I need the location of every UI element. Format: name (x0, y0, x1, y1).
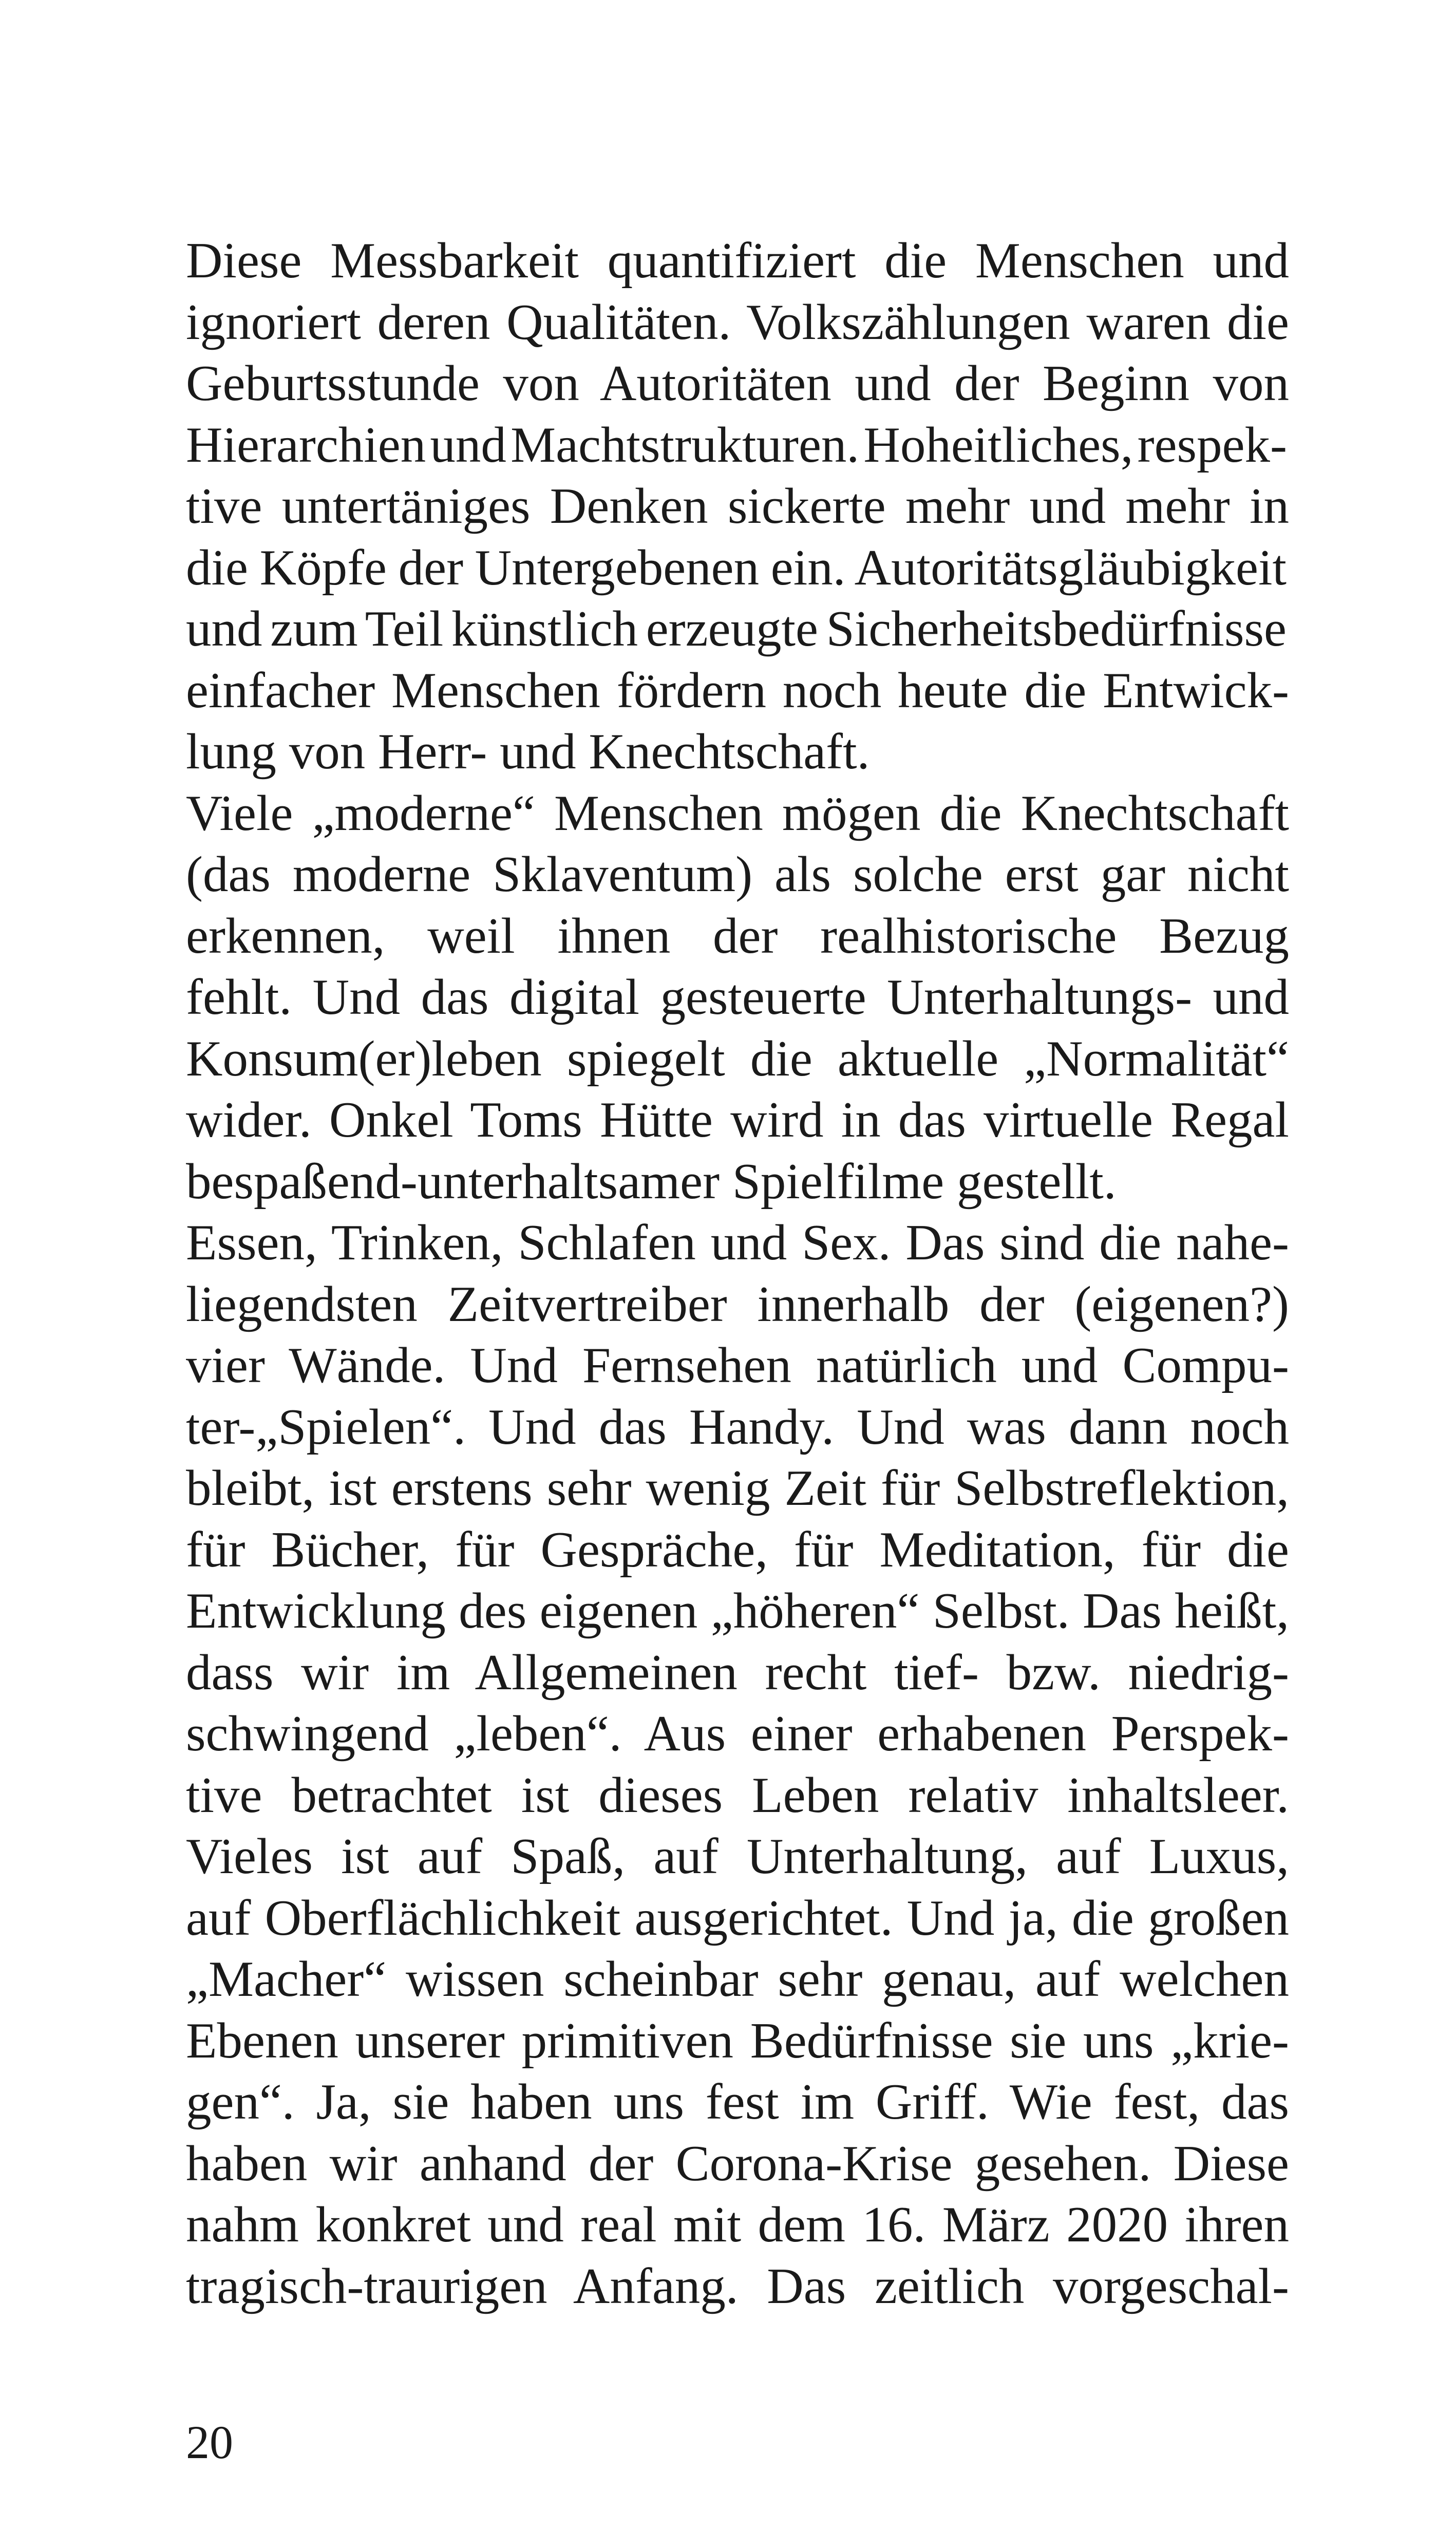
text-line: gen“. Ja, sie haben uns fest im Griff. Wie fest, das (186, 2074, 1289, 2130)
text-line: Essen, Trinken, Schlafen und Sex. Das sind die nahe- (186, 1215, 1289, 1271)
text-line: schwingend „leben“. Aus einer erhabenen Perspek- (186, 1706, 1289, 1762)
text-line: tive betrachtet ist dieses Leben relativ inhaltsleer. (186, 1767, 1289, 1823)
page-number: 20 (186, 2416, 233, 2468)
text-line: tive untertäniges Denken sickerte mehr und mehr in (186, 478, 1289, 534)
text-line: fehlt. Und das digital gesteuerte Unterhaltungs- und (186, 969, 1289, 1025)
text-line: haben wir anhand der Corona-Krise gesehen. Diese (186, 2135, 1289, 2192)
text-line: Ebenen unserer primitiven Bedürfnisse sie uns „krie- (186, 2012, 1289, 2069)
text-line: lung von Herr- und Knechtschaft. (186, 724, 870, 780)
text-line: bespaßend-unterhaltsamer Spielfilme gestellt. (186, 1153, 1117, 1210)
text-line: Konsum(er)leben spiegelt die aktuelle „Normalität“ (186, 1030, 1289, 1087)
text-line: liegendsten Zeitvertreiber innerhalb der (eigenen?) (186, 1276, 1289, 1332)
text-line: tragisch-traurigen Anfang. Das zeitlich vorgeschal- (186, 2258, 1289, 2314)
body-text (186, 230, 1289, 2317)
text-line: Entwicklung des eigenen „höheren“ Selbst. Das heißt, (186, 1583, 1289, 1639)
text-line: Hierarchien und Machtstrukturen. Hoheitliches, respek- (186, 417, 1287, 473)
text-line: Diese Messbarkeit quantifiziert die Menschen und (186, 233, 1289, 289)
text-line: „Macher“ wissen scheinbar sehr genau, auf welchen (186, 1951, 1289, 2007)
text-line: dass wir im Allgemeinen recht tief- bzw. niedrig- (186, 1644, 1289, 1701)
text-line: ter-„Spielen“. Und das Handy. Und was dann noch (186, 1399, 1289, 1455)
text-line: Geburtsstunde von Autoritäten und der Beginn von (186, 355, 1289, 411)
text-line: vier Wände. Und Fernsehen natürlich und Compu- (186, 1337, 1289, 1393)
text-line: einfacher Menschen fördern noch heute die Entwick- (186, 662, 1289, 719)
text-line: Vieles ist auf Spaß, auf Unterhaltung, auf Luxus, (186, 1828, 1289, 1884)
text-line: erkennen, weil ihnen der realhistorische Bezug (186, 908, 1289, 964)
text-line: die Köpfe der Untergebenen ein. Autoritätsgläubigkeit (186, 539, 1287, 596)
text-line: (das moderne Sklaventum) als solche erst gar nicht (186, 846, 1289, 902)
text-line: ignoriert deren Qualitäten. Volkszählungen waren die (186, 294, 1289, 350)
text-line: bleibt, ist erstens sehr wenig Zeit für Selbstreflektion, (186, 1460, 1289, 1516)
text-line: und zum Teil künstlich erzeugte Sicherheitsbedürfnisse (186, 601, 1287, 657)
text-line: nahm konkret und real mit dem 16. März 2020 ihren (186, 2197, 1289, 2253)
text-line: wider. Onkel Toms Hütte wird in das virtuelle Regal (186, 1092, 1289, 1148)
text-line: Viele „moderne“ Menschen mögen die Knechtschaft (186, 785, 1289, 841)
text-line: auf Oberflächlichkeit ausgerichtet. Und ja, die großen (186, 1890, 1289, 1946)
text-line: für Bücher, für Gespräche, für Meditation, für die (186, 1521, 1289, 1578)
